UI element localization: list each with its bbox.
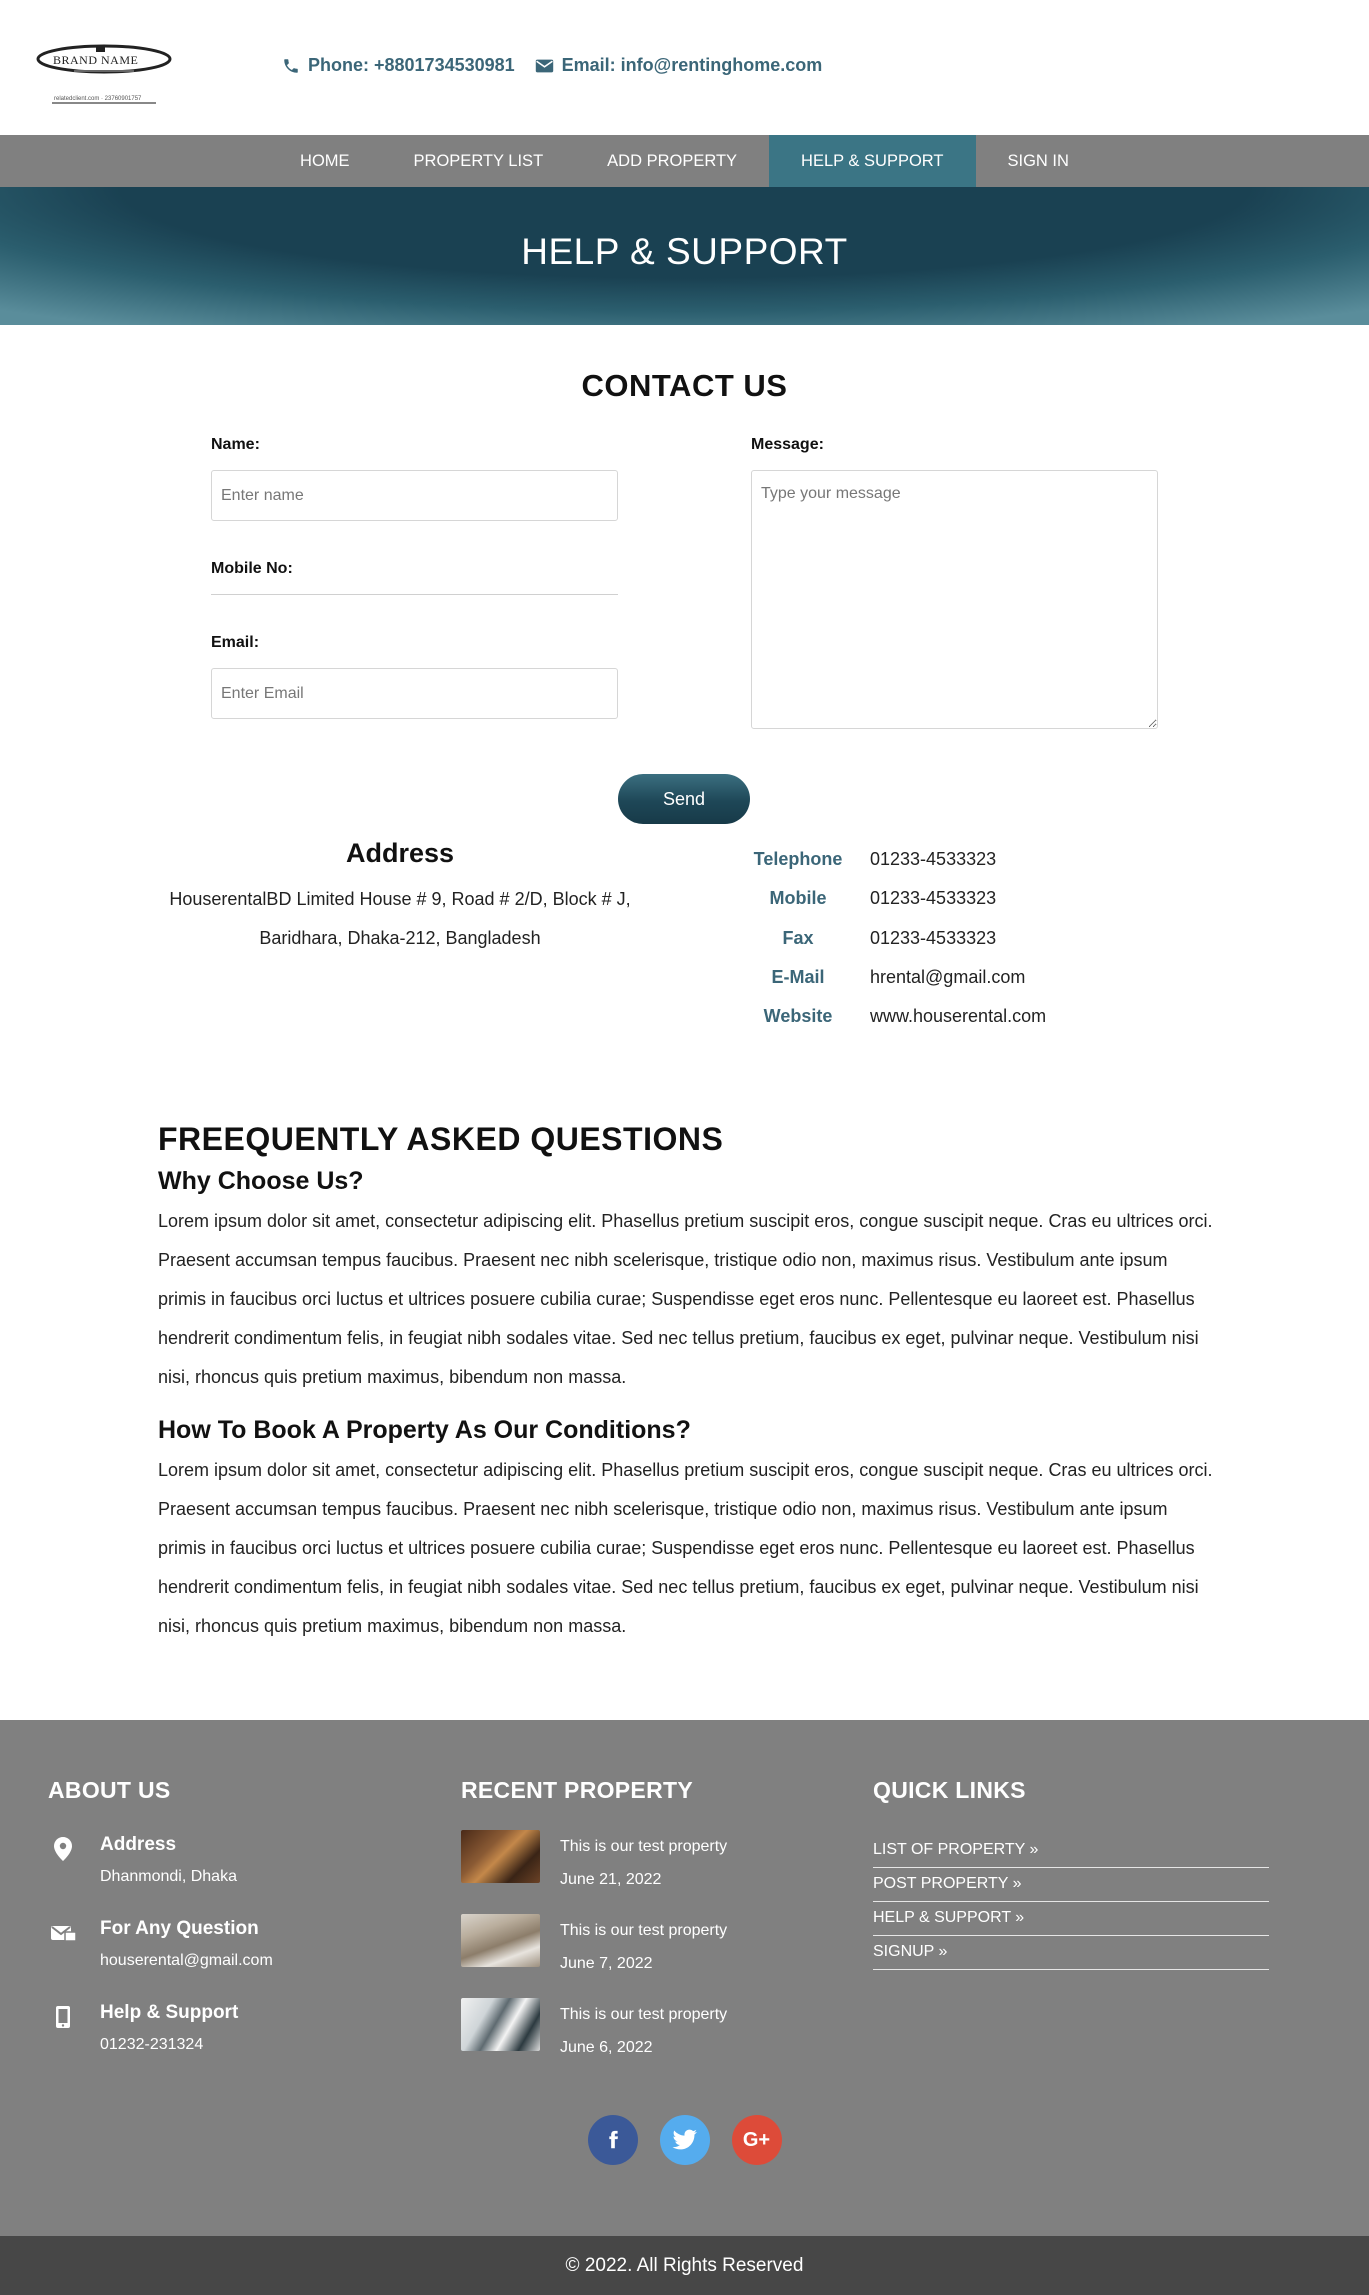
- faq-answer-2: Lorem ipsum dolor sit amet, consectetur adipiscing elit. Phasellus pretium suscipit eros, congue suscipit neque. Cras eu ultrices orci. Praesent accumsan tempus faucibus. Praesent nec nibh scelerisque, tristique odio non, maximus risus. Vestibulum ante ipsum primis in faucibus orci luctus et ultrices posuere cubilia curae; Suspendisse eget eros nunc. Pellentesque eu laoreet est. Phasellus hendrerit condimentum felis, in feugiat nibh sodales vitae. Sed nec tellus pretium, faucibus ex eget, pulvinar neque. Vestibulum nisi nisi, rhoncus quis pretium maximus, bibendum non massa.: [158, 1460, 1213, 1636]
- header-phone-text: Phone: +8801734530981: [308, 55, 515, 75]
- quick-link-signup[interactable]: SIGNUP »: [873, 1936, 1269, 1970]
- quick-link-help-support[interactable]: HELP & SUPPORT »: [873, 1902, 1269, 1936]
- info-row-fax: [740, 928, 996, 949]
- brand-logo[interactable]: [34, 40, 174, 110]
- about-support-title: Help & Support: [100, 2002, 239, 2023]
- info-value: 01233-4533323: [870, 849, 997, 869]
- envelope-icon: [535, 58, 554, 74]
- info-row-email: [740, 967, 1025, 988]
- quick-link-post-property[interactable]: POST PROPERTY »: [873, 1868, 1269, 1902]
- name-label: Name:: [211, 436, 260, 453]
- info-value[interactable]: www.houserental.com: [870, 1006, 1047, 1026]
- twitter-icon[interactable]: [660, 2115, 710, 2165]
- address-line-2: Baridhara, Dhaka-212, Bangladesh: [259, 928, 541, 948]
- map-pin-icon: [48, 1834, 78, 1864]
- header-email-text: Email: info@rentinghome.com: [561, 55, 823, 75]
- phone-icon: [282, 57, 300, 75]
- main-nav: [0, 135, 1369, 187]
- faq-answer-1: Lorem ipsum dolor sit amet, consectetur adipiscing elit. Phasellus pretium suscipit eros, congue suscipit neque. Cras eu ultrices orci. Praesent accumsan tempus faucibus. Praesent nec nibh scelerisque, tristique odio non, maximus risus. Vestibulum ante ipsum primis in faucibus orci luctus et ultrices posuere cubilia curae; Suspendisse eget eros nunc. Pellentesque eu laoreet est. Phasellus hendrerit condimentum felis, in feugiat nibh sodales vitae. Sed nec tellus pretium, faucibus ex eget, pulvinar neque. Vestibulum nisi nisi, rhoncus quis pretium maximus, bibendum non massa.: [158, 1211, 1213, 1387]
- info-key: Mobile: [769, 888, 827, 908]
- header-phone[interactable]: [282, 55, 515, 76]
- property-thumbnail[interactable]: [461, 1830, 540, 1883]
- info-key: Fax: [782, 928, 814, 948]
- email-input[interactable]: [211, 668, 618, 719]
- nav-property-list[interactable]: PROPERTY LIST: [413, 152, 544, 170]
- about-address-title: Address: [100, 1834, 177, 1855]
- header-contact: [282, 55, 842, 76]
- recent-property-title[interactable]: This is our test property: [560, 2006, 728, 2023]
- message-label: Message:: [751, 436, 824, 453]
- address-line-1: HouserentalBD Limited House # 9, Road # 2/D, Block # J,: [169, 889, 631, 909]
- about-question-title: For Any Question: [100, 1918, 259, 1939]
- facebook-icon[interactable]: [588, 2115, 638, 2165]
- recent-property-date: June 6, 2022: [560, 2039, 653, 2056]
- page-title: HELP & SUPPORT: [521, 231, 848, 272]
- about-question-value[interactable]: houserental@gmail.com: [100, 1952, 273, 1969]
- about-support-value: 01232-231324: [100, 2036, 204, 2053]
- info-value[interactable]: hrental@gmail.com: [870, 967, 1026, 987]
- envelope-icon: [48, 1918, 78, 1948]
- info-key: Website: [763, 1006, 833, 1026]
- quick-links-title: QUICK LINKS: [873, 1777, 1026, 1803]
- property-thumbnail[interactable]: [461, 1998, 540, 2051]
- about-address-value: Dhanmondi, Dhaka: [100, 1868, 237, 1885]
- name-input[interactable]: [211, 470, 618, 521]
- nav-help-support[interactable]: HELP & SUPPORT: [769, 135, 975, 187]
- property-thumbnail[interactable]: [461, 1914, 540, 1967]
- recent-property-date: June 7, 2022: [560, 1955, 653, 1972]
- quick-links: [873, 1834, 1269, 1970]
- info-row-mobile: [740, 888, 996, 909]
- nav-home[interactable]: HOME: [300, 152, 350, 170]
- quick-link-list-property[interactable]: LIST OF PROPERTY »: [873, 1834, 1269, 1868]
- google-plus-icon[interactable]: G+: [732, 2115, 782, 2165]
- recent-property-title[interactable]: This is our test property: [560, 1838, 728, 1855]
- faq-question-1: Why Choose Us?: [158, 1167, 364, 1195]
- info-row-website: [740, 1006, 1046, 1027]
- header-email[interactable]: [535, 55, 823, 76]
- social-links: [0, 2115, 1369, 2165]
- recent-property-date: June 21, 2022: [560, 1871, 662, 1888]
- message-textarea[interactable]: [751, 470, 1158, 729]
- faq-title: FREEQUENTLY ASKED QUESTIONS: [158, 1121, 724, 1157]
- recent-property-title: RECENT PROPERTY: [461, 1777, 693, 1803]
- logo-tagline: relatedclient.com · 23760901757: [54, 96, 142, 102]
- send-button[interactable]: Send: [618, 774, 750, 824]
- address-text: [160, 880, 640, 958]
- about-us-title: ABOUT US: [48, 1777, 171, 1803]
- mobile-input[interactable]: [211, 573, 618, 595]
- email-label: Email:: [211, 634, 260, 651]
- copyright: © 2022. All Rights Reserved: [0, 2236, 1369, 2295]
- nav-add-property[interactable]: ADD PROPERTY: [607, 152, 738, 170]
- nav-sign-in[interactable]: SIGN IN: [1007, 152, 1069, 170]
- mobile-label: Mobile No:: [211, 560, 293, 577]
- mobile-phone-icon: [48, 2002, 78, 2032]
- recent-property-title[interactable]: This is our test property: [560, 1922, 728, 1939]
- info-key: Telephone: [753, 849, 843, 869]
- info-row-telephone: [740, 849, 996, 870]
- faq-section: [158, 1118, 1220, 1646]
- info-value: 01233-4533323: [870, 888, 997, 908]
- contact-title: CONTACT US: [581, 368, 788, 403]
- faq-question-2: How To Book A Property As Our Conditions?: [158, 1416, 691, 1444]
- info-key: E-Mail: [771, 967, 825, 987]
- address-title: Address: [345, 838, 455, 868]
- page-hero: [0, 187, 1369, 325]
- logo-text: BRAND NAME: [53, 53, 139, 67]
- info-value: 01233-4533323: [870, 928, 997, 948]
- site-header: [0, 0, 1369, 135]
